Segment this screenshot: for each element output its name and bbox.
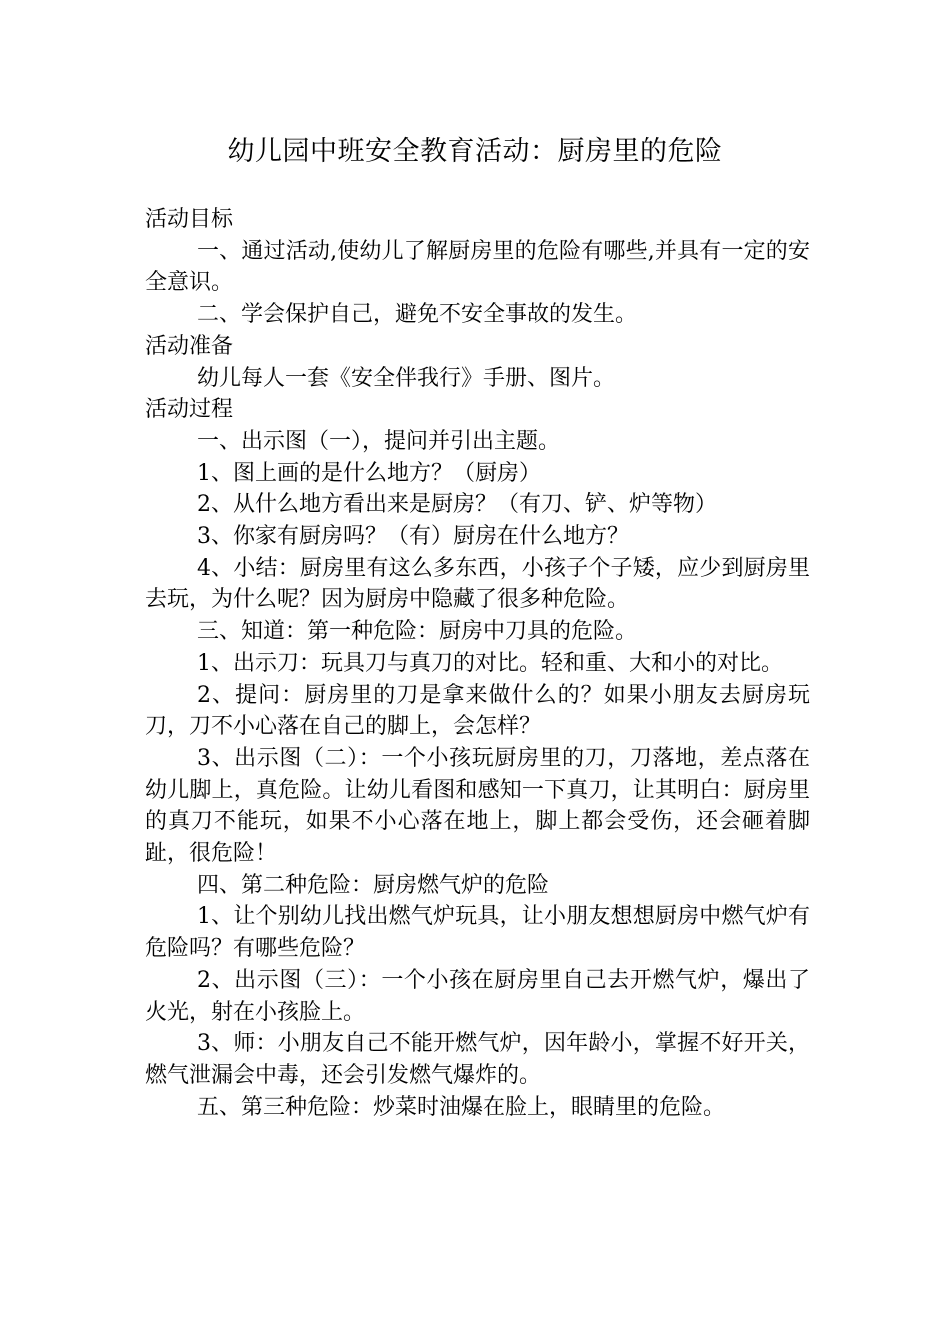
document-body <box>145 204 810 1123</box>
paragraph: 二、学会保护自己，避免不安全事故的发生。 <box>197 302 638 328</box>
paragraph: 五、第三种危险：炒菜时油爆在脸上，眼睛里的危险。 <box>197 1094 726 1120</box>
paragraph: 4、小结：厨房里有这么多东西，小孩子个子矮，应少到厨房里去玩，为什么呢？因为厨房中隐藏了很多种危险。 <box>145 555 810 613</box>
paragraph: 幼儿每人一套《安全伴我行》手册、图片。 <box>197 365 616 391</box>
paragraph: 一、出示图（一），提问并引出主题。 <box>197 428 561 454</box>
paragraph: 1、出示刀：玩具刀与真刀的对比。轻和重、大和小的对比。 <box>197 650 783 676</box>
section-heading-process: 活动过程 <box>145 397 234 423</box>
page-title: 幼儿园中班安全教育活动：厨房里的危险 <box>227 136 723 167</box>
paragraph: 2、出示图（三）：一个小孩在厨房里自己去开燃气炉，爆出了火光，射在小孩脸上。 <box>145 967 810 1025</box>
paragraph: 2、从什么地方看出来是厨房？（有刀、铲、炉等物） <box>197 492 717 518</box>
paragraph: 3、出示图（二）：一个小孩玩厨房里的刀，刀落地，差点落在幼儿脚上，真危险。让幼儿看图和感知一下真刀，让其明白：厨房里的真刀不能玩，如果不小心落在地上，脚上都会受伤，还会砸着脚趾，很危险！ <box>145 745 810 867</box>
paragraph: 2、提问：厨房里的刀是拿来做什么的？如果小朋友去厨房玩刀，刀不小心落在自己的脚上，会怎样？ <box>145 682 810 740</box>
paragraph: 1、让个别幼儿找出燃气炉玩具，让小朋友想想厨房中燃气炉有危险吗？有哪些危险？ <box>145 904 810 962</box>
paragraph: 1、图上画的是什么地方？（厨房） <box>197 460 541 486</box>
paragraph: 一、通过活动,使幼儿了解厨房里的危险有哪些,并具有一定的安全意识。 <box>145 238 810 296</box>
paragraph: 3、师：小朋友自己不能开燃气炉，因年龄小，掌握不好开关，燃气泄漏会中毒，还会引发燃气爆炸的。 <box>145 1031 810 1088</box>
paragraph: 3、你家有厨房吗？（有）厨房在什么地方？ <box>197 524 629 550</box>
section-heading-goals: 活动目标 <box>145 207 234 232</box>
paragraph: 四、第二种危险：厨房燃气炉的危险 <box>197 872 550 898</box>
paragraph: 三、知道：第一种危险：厨房中刀具的危险。 <box>197 619 638 645</box>
section-heading-preparation: 活动准备 <box>145 333 234 359</box>
